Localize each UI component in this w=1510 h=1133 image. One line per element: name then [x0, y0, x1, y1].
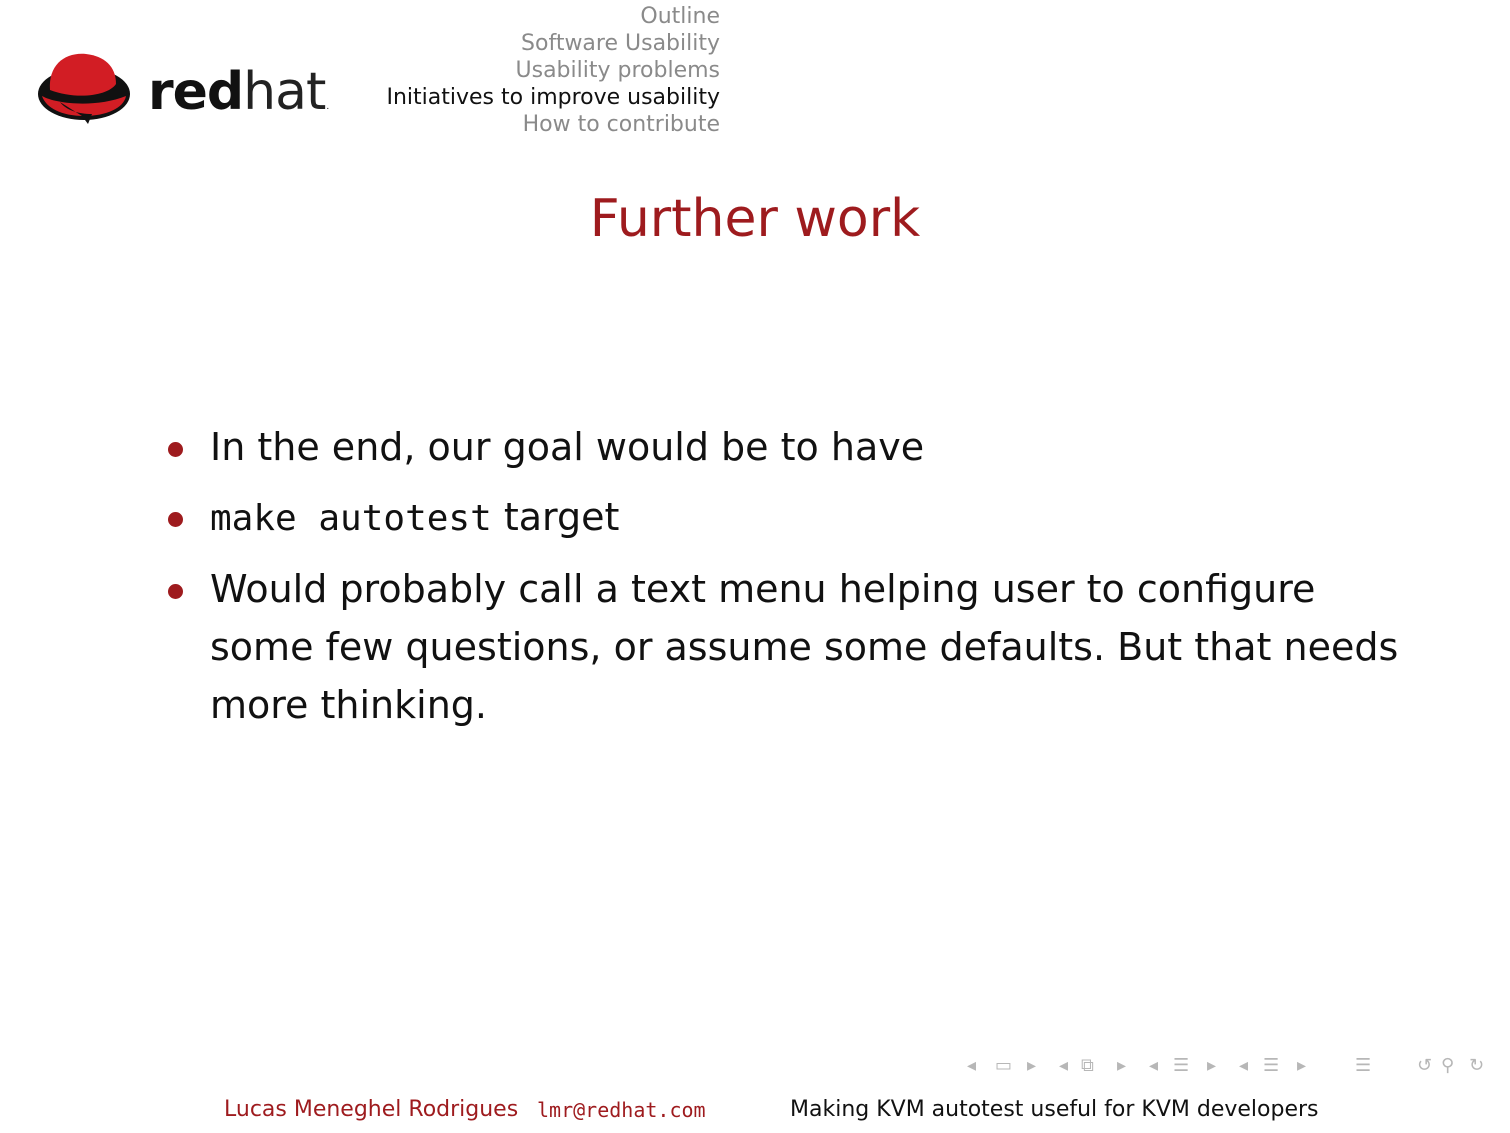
beamer-navigation-symbols: [965, 1055, 1495, 1085]
search-icon[interactable]: ⚲: [1441, 1055, 1455, 1076]
arrow-right-icon[interactable]: ▸: [1297, 1055, 1307, 1076]
arrow-right-icon[interactable]: ▸: [1117, 1055, 1127, 1076]
arrow-left-icon[interactable]: ◂: [1149, 1055, 1159, 1076]
align-icon[interactable]: ☰: [1355, 1055, 1372, 1076]
redo-icon[interactable]: ↻: [1469, 1055, 1485, 1076]
frame-icon[interactable]: ▭: [995, 1055, 1013, 1076]
nav-item-usability-problems[interactable]: Usability problems: [515, 58, 720, 83]
document-icon[interactable]: ☰: [1263, 1055, 1280, 1076]
nav-item-outline[interactable]: Outline: [640, 4, 720, 29]
arrow-right-icon[interactable]: ▸: [1027, 1055, 1037, 1076]
bullet-icon: [168, 442, 183, 457]
bullet-item: make autotest target: [163, 488, 1423, 548]
arrow-left-icon[interactable]: ◂: [1059, 1055, 1069, 1076]
presentation-title: Making KVM autotest useful for KVM developers: [790, 1097, 1319, 1122]
arrow-right-icon[interactable]: ▸: [1207, 1055, 1217, 1076]
subsection-icon[interactable]: ⧉: [1081, 1055, 1094, 1076]
nav-item-software-usability[interactable]: Software Usability: [521, 31, 720, 56]
bullet-item: Would probably call a text menu helping user to configure some few questions, or assume some defaults. But that needs more thinking.: [163, 560, 1423, 734]
author-name: Lucas Meneghel Rodrigues: [224, 1097, 519, 1122]
nav-item-how-to-contribute[interactable]: How to contribute: [522, 112, 720, 137]
bullet-icon: [168, 584, 183, 599]
bullet-icon: [168, 512, 183, 527]
logo-wordmark: redhat.: [148, 62, 329, 122]
section-icon[interactable]: ☰: [1173, 1055, 1190, 1076]
arrow-left-icon[interactable]: ◂: [1239, 1055, 1249, 1076]
undo-icon[interactable]: ↺: [1417, 1055, 1433, 1076]
bullet-item: In the end, our goal would be to have: [163, 418, 1423, 476]
author-email: lmr@redhat.com: [537, 1098, 706, 1122]
arrow-left-icon[interactable]: ◂: [967, 1055, 977, 1076]
section-navigation: [386, 3, 720, 138]
bullet-list: [163, 418, 1423, 746]
redhat-logo: [36, 44, 329, 134]
code-snippet: make autotest: [210, 498, 492, 539]
nav-item-initiatives[interactable]: Initiatives to improve usability: [386, 85, 720, 110]
footer: [0, 1097, 1510, 1129]
shadowman-hat-icon: [36, 44, 132, 130]
slide-title: Further work: [589, 189, 921, 249]
